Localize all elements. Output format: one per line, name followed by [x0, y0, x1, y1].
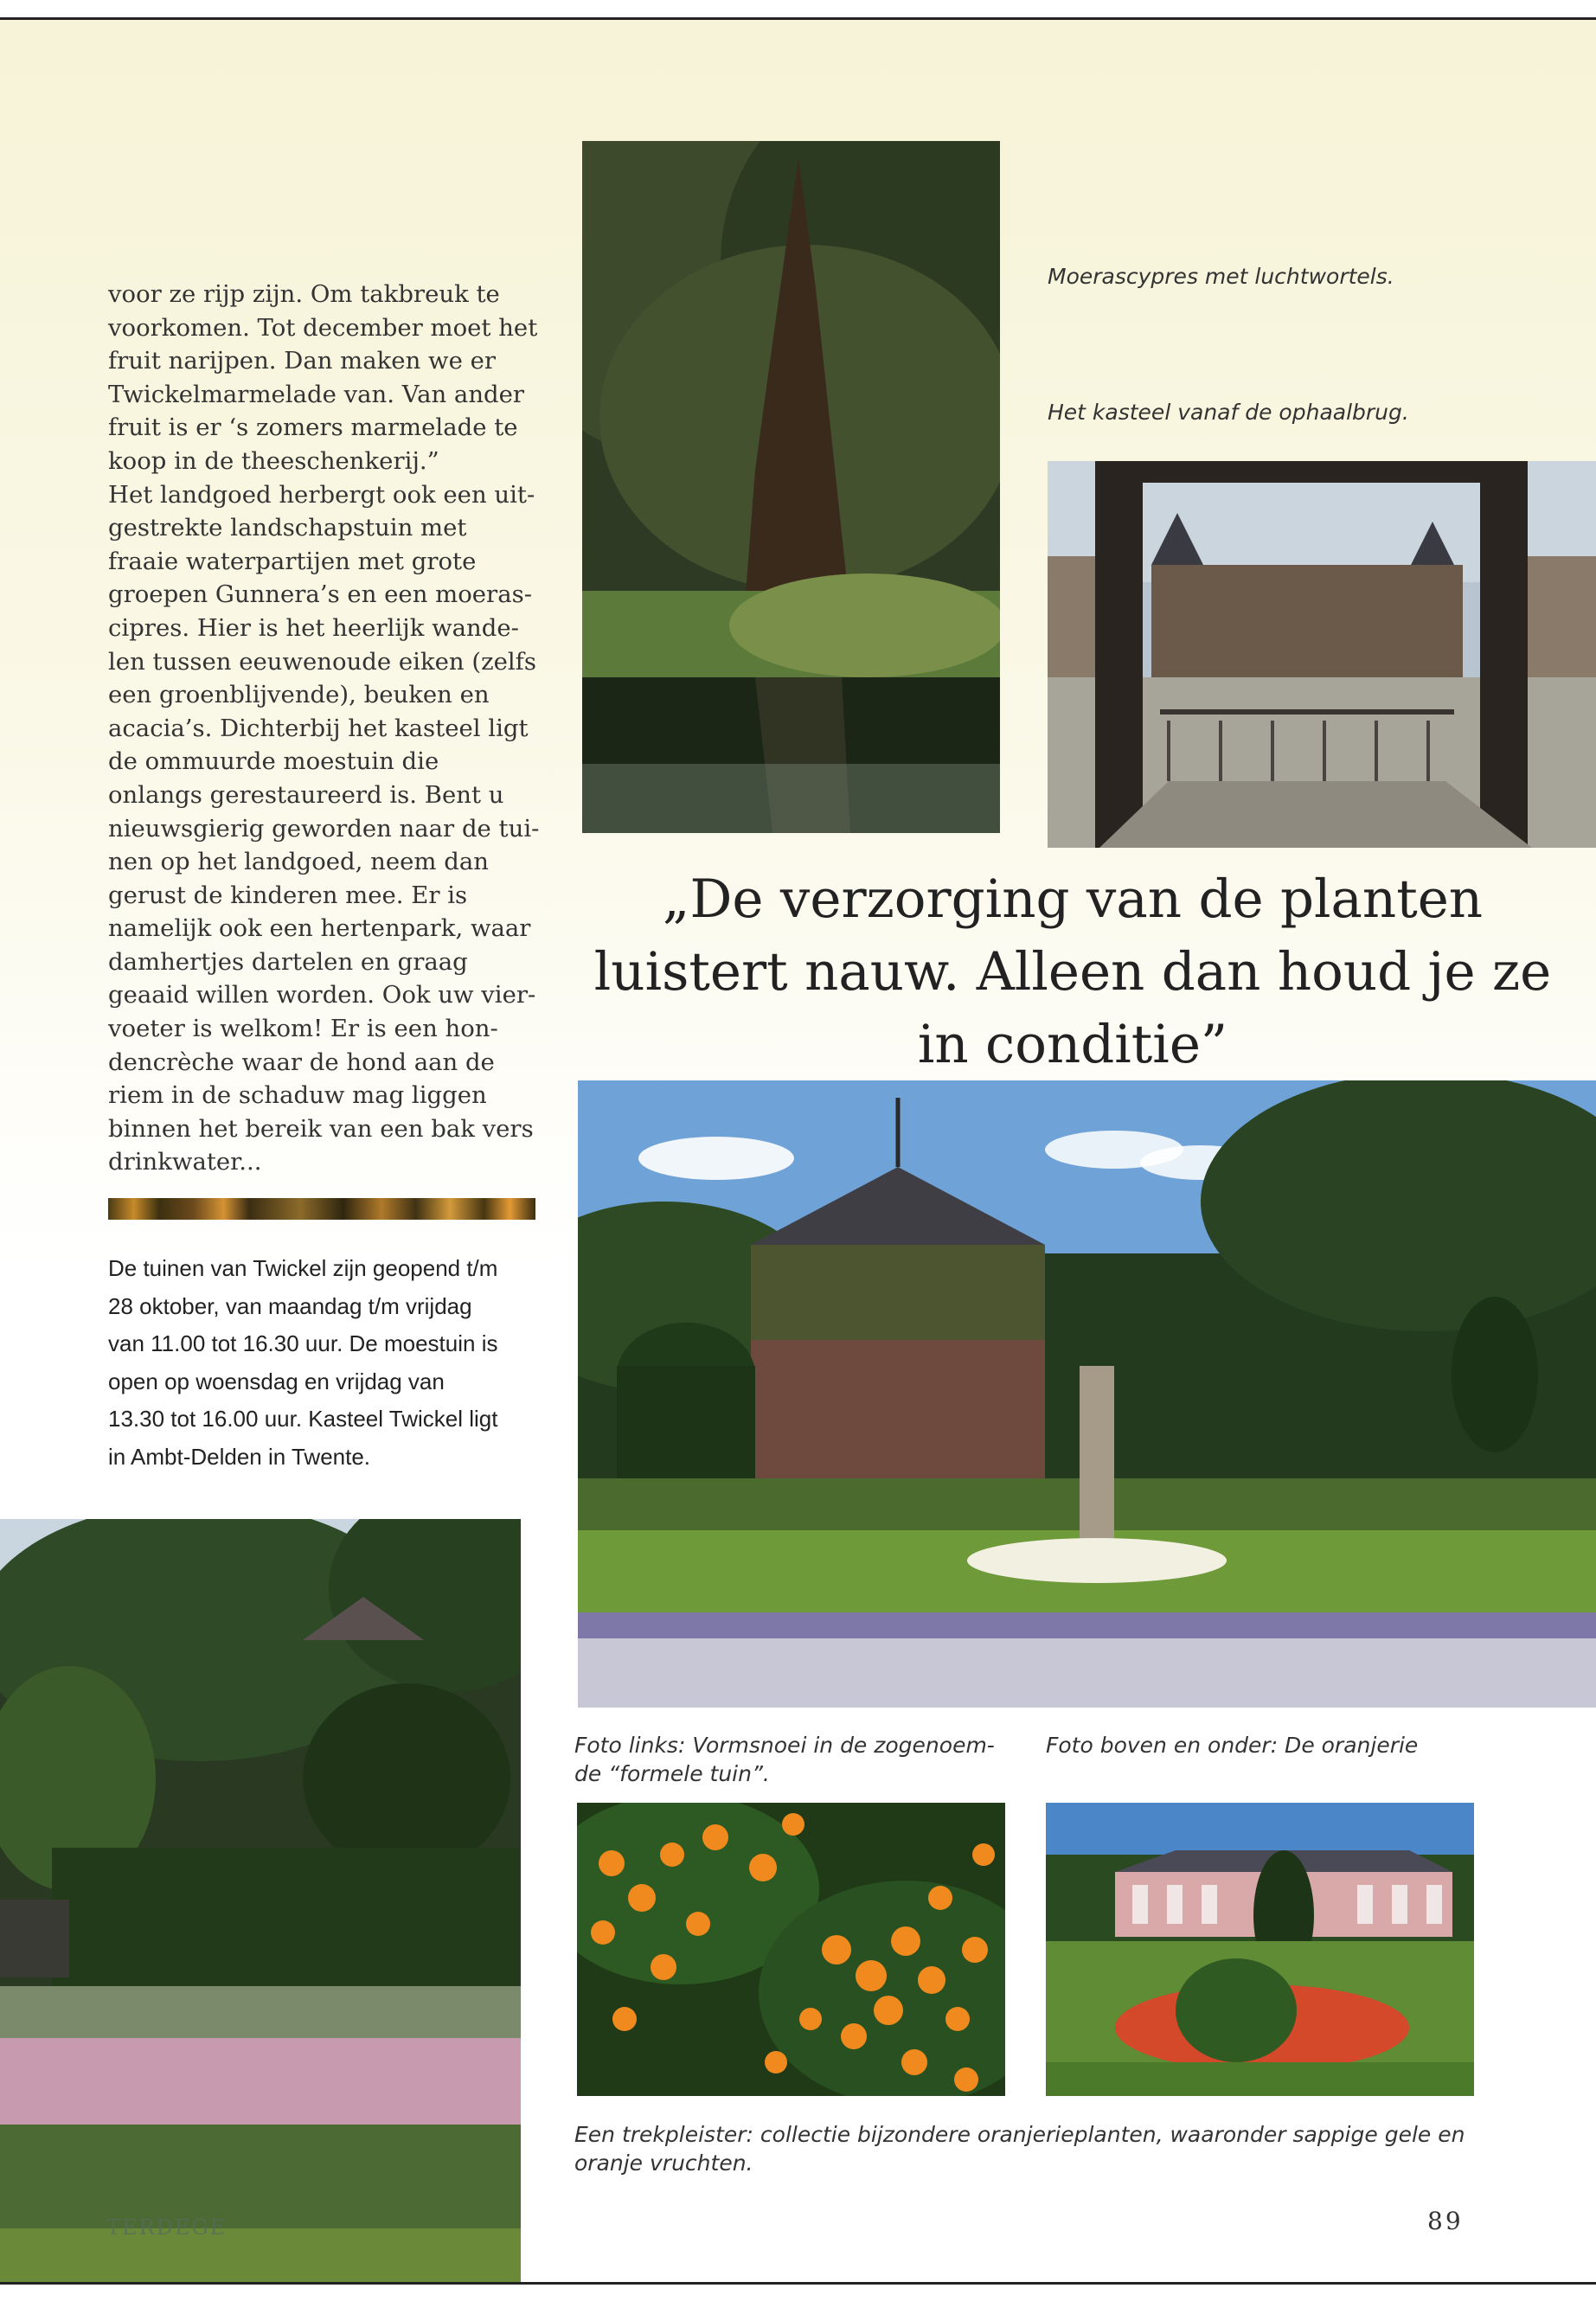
- opening-hours-info: De tuinen van Twickel zijn geopend t/m 28 oktober, van maandag t/m vrijdag van 11.00 tot 16.30 uur. De moestuin is open op woensdag en vrijdag van 13.30 tot 16.00 uur. Kasteel Twickel ligt in Ambt-Delden in Twente.: [108, 1255, 498, 1470]
- caption-foto-links: Foto links: Vormsnoei in de zogenoem- de “formele tuin”.: [574, 1733, 995, 1786]
- page-number: 89: [1427, 2207, 1464, 2235]
- caption-moerascypres: Moerascypres met luchtwortels.: [1048, 264, 1394, 289]
- photo-oranjerie-tuin: [578, 1080, 1596, 1708]
- photo-oranjerie-gebouw: [1046, 1803, 1474, 2096]
- photo-sinaasappels: [577, 1803, 1005, 2096]
- photo-vormsnoei-formele-tuin: [0, 1519, 521, 2282]
- photo-moerascypres: [582, 141, 1000, 833]
- magazine-masthead: TERDEGE: [106, 2215, 228, 2240]
- fruit-divider-strip: [108, 1198, 535, 1220]
- photo-kasteel-ophaalbrug: [1048, 461, 1596, 848]
- pull-quote: „De verzorging van de planten luistert nauw. Alleen dan houd je ze in conditie”: [593, 868, 1552, 1075]
- caption-kasteel: Het kasteel vanaf de ophaalbrug.: [1048, 400, 1409, 425]
- caption-foto-boven-onder: Foto boven en onder: De oranjerie: [1046, 1733, 1419, 1758]
- article-body-text: voor ze rijp zijn. Om takbreuk te voorkomen. Tot december moet het fruit narijpen. Dan maken we er Twickelmarmelade van. Van ander fruit is er ‘s zomers marmelade te koop in de theeschenkerij.” Het landgoed herbergt ook een uit- gestrekte landschapstuin met fraaie waterpartijen met grote groepen Gunnera’s en een moeras- cipres. Hier is het heerlijk wande- len tussen eeuwenoude eiken (zelfs een groenblijvende), beuken en acacia’s. Dichterbij het kasteel ligt de ommuurde moestuin die onlangs gerestaureerd is. Bent u nieuwsgierig geworden naar de tui- nen op het landgoed, neem dan gerust de kinderen mee. Er is namelijk ook een hertenpark, waar damhertjes dartelen en graag geaaid willen worden. Ook uw vier- voeter is welkom! Er is een hon- dencrèche waar de hond aan de riem in de schaduw mag liggen binnen het bereik van een bak vers drinkwater...: [108, 280, 540, 1176]
- caption-trekpleister: Een trekpleister: collectie bijzondere oranjerieplanten, waaronder sappige gele en oranje vruchten.: [574, 2122, 1465, 2176]
- magazine-page: [0, 17, 1596, 2285]
